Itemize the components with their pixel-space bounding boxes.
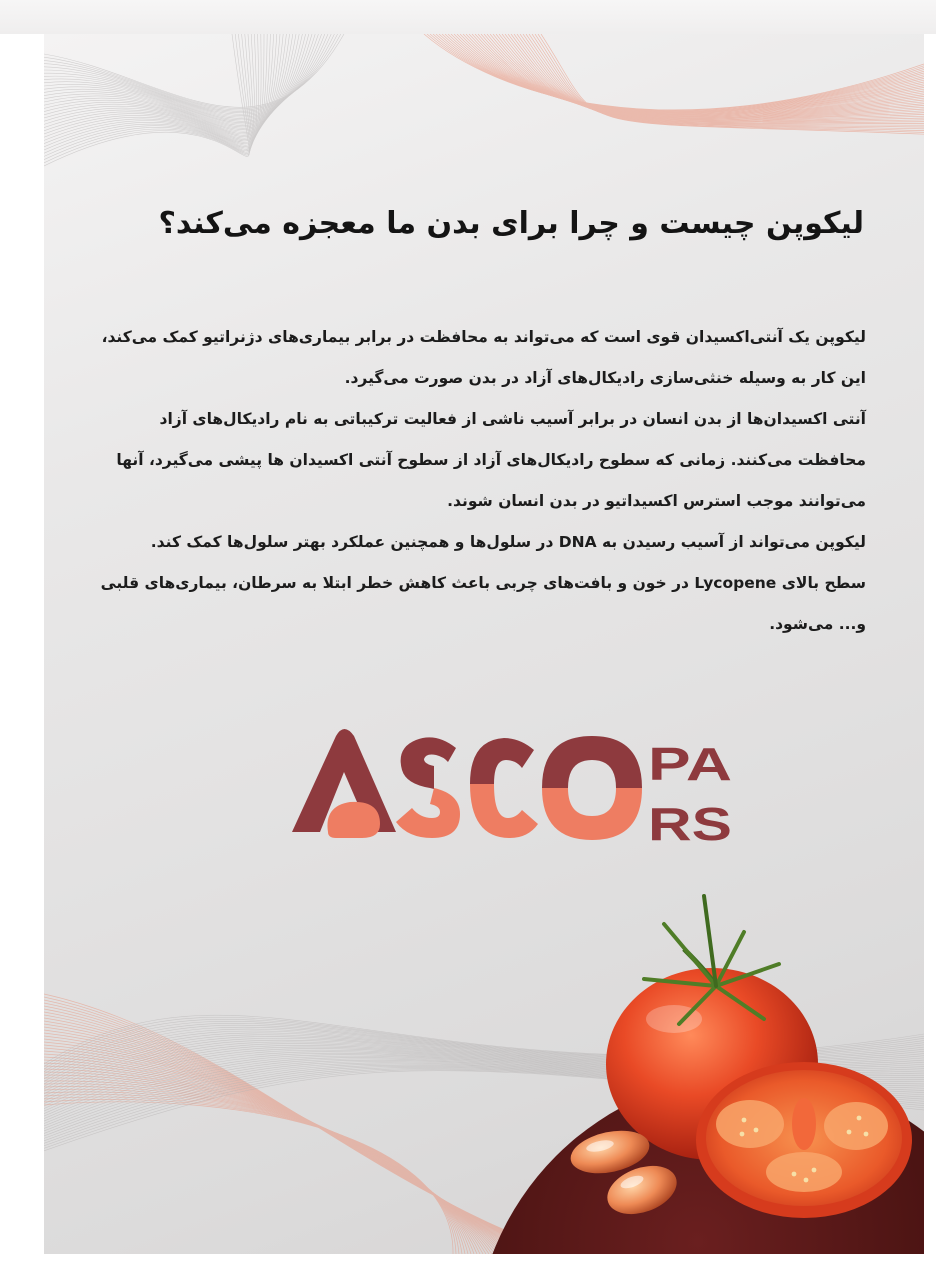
paragraph-4: سطح بالای Lycopene در خون و بافت‌های چربی باعث کاهش خطر ابتلا به سرطان، بیماری‌های قلبی و... می‌شود.	[100, 574, 866, 633]
page-title: لیکوپن چیست و چرا برای بدن ما معجزه می‌کند؟	[158, 206, 864, 241]
scan-margin-top	[0, 0, 936, 34]
half-tomato-icon	[696, 1062, 912, 1218]
paragraph-2: آنتی اکسیدان‌ها از بدن انسان در برابر آسیب ناشی از فعالیت ترکیباتی به نام رادیکال‌های آزاد محافظت می‌کنند. زمانی که سطوح رادیکال‌های آزاد از سطوح آنتی اکسیدان ها پیشی می‌گیرد، آنها می‌توانند موجب استرس اکسیداتیو در بدن انسان شوند.	[116, 410, 866, 510]
brochure-page	[44, 34, 924, 1254]
paragraph-1: لیکوپن یک آنتی‌اکسیدان قوی است که می‌تواند به محافظت در برابر بیماری‌های دژنراتیو کمک می‌کند، این کار به وسیله خنثی‌سازی رادیکال‌های آزاد در بدن صورت می‌گیرد.	[101, 328, 866, 387]
tomato-illustration	[44, 34, 924, 1254]
paragraph-3: لیکوپن می‌تواند از آسیب رسیدن به DNA در سلول‌ها و همچنین عملکرد بهتر سلول‌ها کمک کند.	[150, 533, 866, 551]
logo-pars-bottom: RS	[648, 798, 732, 850]
logo-pars-top: PA	[648, 738, 732, 790]
